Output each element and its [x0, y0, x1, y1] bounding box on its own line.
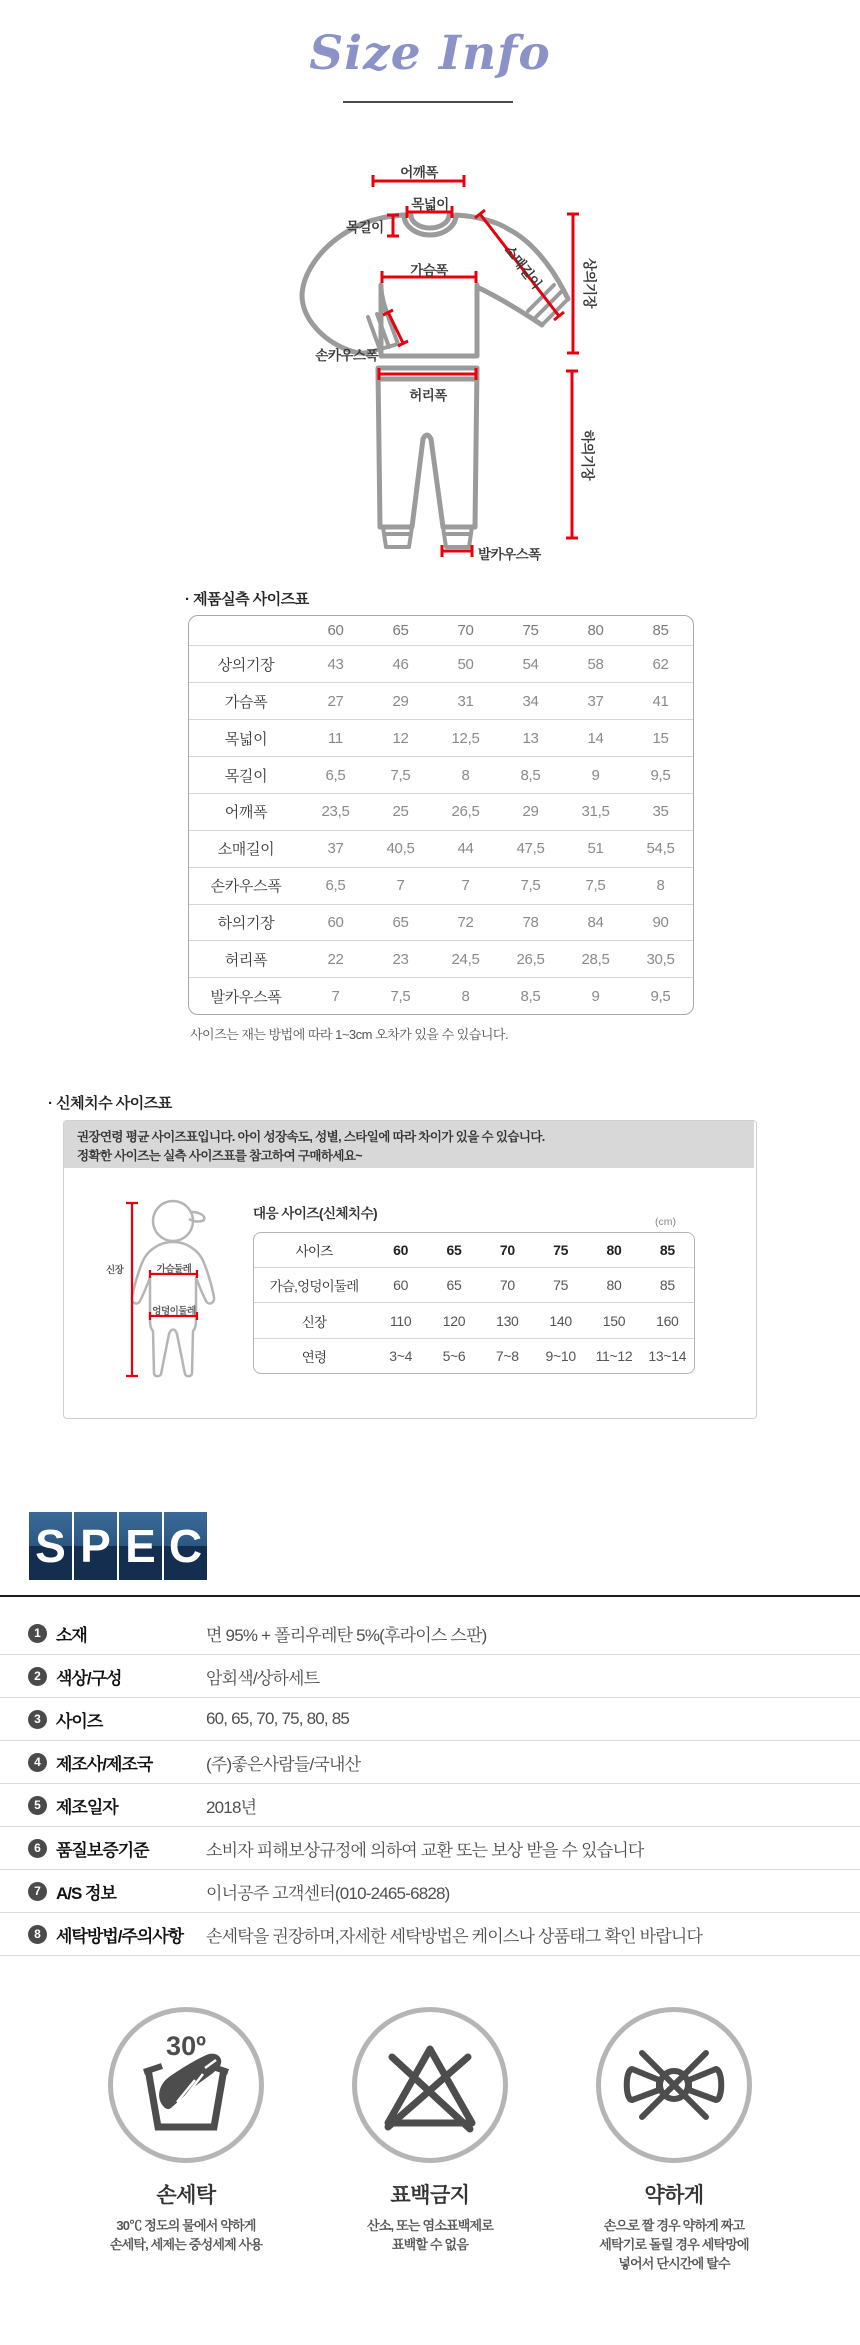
body-size-table — [253, 1232, 695, 1374]
label-neck-depth: 목길이 — [346, 220, 384, 235]
care-name: 손세탁 — [156, 2184, 216, 2207]
table-row: 목길이 6,5 7,5 8 8,5 9 9,5 — [189, 757, 693, 794]
spec-logo — [29, 1512, 209, 1580]
table-row: 연령 3~4 5~6 7~8 9~10 11~12 13~14 — [254, 1338, 694, 1373]
spec-value: 암회색/상하세트 — [206, 1668, 320, 1688]
label-top-length: 상의기장 — [582, 257, 597, 309]
notice-line-2: 정확한 사이즈는 실측 사이즈표를 참고하여 구매하세요~ — [77, 1149, 362, 1163]
spec-label: 제조일자 — [56, 1797, 118, 1817]
table-row: 가슴,엉덩이둘레 60 65 70 75 80 85 — [254, 1268, 694, 1303]
spec-label: A/S 정보 — [56, 1883, 116, 1903]
label-hip-girth: 엉덩이둘레 — [152, 1306, 196, 1317]
spec-row — [0, 1870, 860, 1913]
spec-number-badge: 3 — [28, 1710, 47, 1729]
spec-row — [0, 1655, 860, 1698]
spec-row — [0, 1784, 860, 1827]
label-chest-width: 가슴폭 — [410, 263, 448, 278]
handwash-icon — [108, 2007, 264, 2163]
spec-number-badge: 6 — [28, 1839, 47, 1858]
table-row: 가슴폭 27 29 31 34 37 41 — [189, 683, 693, 720]
product-size-table-grid — [189, 616, 693, 1014]
spec-logo-letter: P — [74, 1512, 117, 1580]
no-wring-icon — [596, 2007, 752, 2163]
spec-value: 60, 65, 70, 75, 80, 85 — [206, 1709, 350, 1728]
table-row: 소매길이 37 40,5 44 47,5 51 54,5 — [189, 830, 693, 867]
size-tolerance-note: 사이즈는 재는 방법에 따라 1~3cm 오차가 있을 수 있습니다. — [190, 1027, 509, 1042]
care-desc: 30℃ 정도의 물에서 약하게 손세탁, 세제는 중성세제 사용 — [109, 2218, 263, 2252]
spec-list — [0, 1612, 860, 1956]
body-size-table-grid — [254, 1233, 694, 1373]
spec-logo-letter: C — [164, 1512, 207, 1580]
label-shoulder-width: 어깨폭 — [400, 165, 438, 180]
body-size-notice-band — [64, 1121, 754, 1168]
table-row: 어깨폭 23,5 25 26,5 29 31,5 35 — [189, 793, 693, 830]
care-item-no-bleach — [314, 2007, 546, 2274]
body-table-caption: 대응 사이즈(신체치수) — [253, 1206, 378, 1221]
table-row: 목넓이 11 12 12,5 13 14 15 — [189, 720, 693, 757]
spec-value: 손세탁을 권장하며,자세한 세탁방법은 케이스나 상품태그 확인 바랍니다 — [206, 1926, 703, 1946]
body-table-title: · 신체치수 사이즈표 — [48, 1095, 172, 1112]
table-row: 상의기장 43 46 50 54 58 62 — [189, 646, 693, 683]
spec-label: 색상/구성 — [56, 1668, 122, 1688]
spec-row — [0, 1827, 860, 1870]
spec-number-badge: 1 — [28, 1624, 47, 1643]
spec-label: 세탁방법/주의사항 — [56, 1926, 184, 1946]
spec-value: 면 95% + 폴리우레탄 5%(후라이스 스판) — [206, 1625, 487, 1645]
care-item-no-wring — [558, 2007, 790, 2274]
table-row: 하의기장 60 65 72 78 84 90 — [189, 904, 693, 941]
product-size-table — [188, 615, 694, 1015]
spec-label: 제조사/제조국 — [56, 1754, 153, 1774]
unit-cm-label: (cm) — [655, 1216, 676, 1228]
spec-row — [0, 1913, 860, 1956]
label-sleeve-length: 소매길이 — [501, 242, 545, 292]
label-waist-width: 허리폭 — [409, 388, 447, 403]
spec-number-badge: 7 — [28, 1882, 47, 1901]
label-ankle-cuff-width: 발카우스폭 — [478, 547, 541, 562]
spec-row — [0, 1612, 860, 1655]
care-name: 약하게 — [644, 2184, 704, 2207]
spec-number-badge: 8 — [28, 1925, 47, 1944]
care-desc: 산소, 또는 염소표백제로 표백할 수 없음 — [366, 2218, 494, 2252]
child-figure-diagram — [95, 1193, 225, 1393]
table-row: 손카우스폭 6,5 7 7 7,5 7,5 8 — [189, 867, 693, 904]
label-hand-cuff-width: 손카우스폭 — [315, 348, 378, 363]
product-table-title: · 제품실측 사이즈표 — [185, 591, 309, 608]
spec-value: 2018년 — [206, 1797, 257, 1817]
spec-label: 품질보증기준 — [56, 1840, 149, 1860]
table-row: 발카우스폭 7 7,5 8 8,5 9 9,5 — [189, 978, 693, 1014]
label-neck-width: 목넓이 — [411, 197, 449, 212]
spec-divider — [0, 1595, 860, 1597]
label-bottom-length: 하의기장 — [580, 429, 595, 481]
spec-logo-letter: S — [29, 1512, 72, 1580]
label-height: 신장 — [106, 1265, 124, 1276]
spec-value: (주)좋은사람들/국내산 — [206, 1754, 361, 1774]
spec-value: 소비자 피해보상규정에 의하여 교환 또는 보상 받을 수 있습니다 — [206, 1840, 644, 1860]
notice-line-1: 권장연령 평균 사이즈표입니다. 아이 성장속도, 성별, 스타일에 따라 차이가 있을 수 있습니다. — [77, 1130, 545, 1144]
care-name: 표백금지 — [390, 2184, 470, 2207]
table-header-row: 60 65 70 75 80 85 — [327, 622, 669, 640]
table-row: 허리폭 22 23 24,5 26,5 28,5 30,5 — [189, 941, 693, 978]
no-bleach-icon — [352, 2007, 508, 2163]
care-desc: 손으로 짤 경우 약하게 짜고 세탁기로 돌릴 경우 세탁망에 넣어서 단시간에 탈수 — [599, 2218, 749, 2271]
spec-number-badge: 5 — [28, 1796, 47, 1815]
table-row: 사이즈 60 65 70 75 80 85 — [295, 1242, 675, 1260]
figure-measure-arrows — [126, 1203, 197, 1376]
spec-number-badge: 4 — [28, 1753, 47, 1772]
child-body-icon — [132, 1201, 214, 1376]
label-chest-girth: 가슴둘레 — [156, 1264, 192, 1275]
spec-label: 사이즈 — [56, 1711, 103, 1731]
spec-number-badge: 2 — [28, 1667, 47, 1686]
table-row: 신장 110 120 130 140 150 160 — [254, 1303, 694, 1338]
title-underline — [343, 101, 513, 103]
spec-row — [0, 1698, 860, 1741]
page-title: Size Info — [309, 26, 551, 81]
spec-value: 이너공주 고객센터(010-2465-6828) — [206, 1883, 450, 1903]
care-instructions — [70, 2007, 790, 2274]
spec-label: 소재 — [56, 1625, 87, 1645]
spec-logo-letter: E — [119, 1512, 162, 1580]
care-item-handwash — [70, 2007, 302, 2274]
spec-row — [0, 1741, 860, 1784]
handwash-temp-badge: 30º — [166, 2031, 206, 2061]
